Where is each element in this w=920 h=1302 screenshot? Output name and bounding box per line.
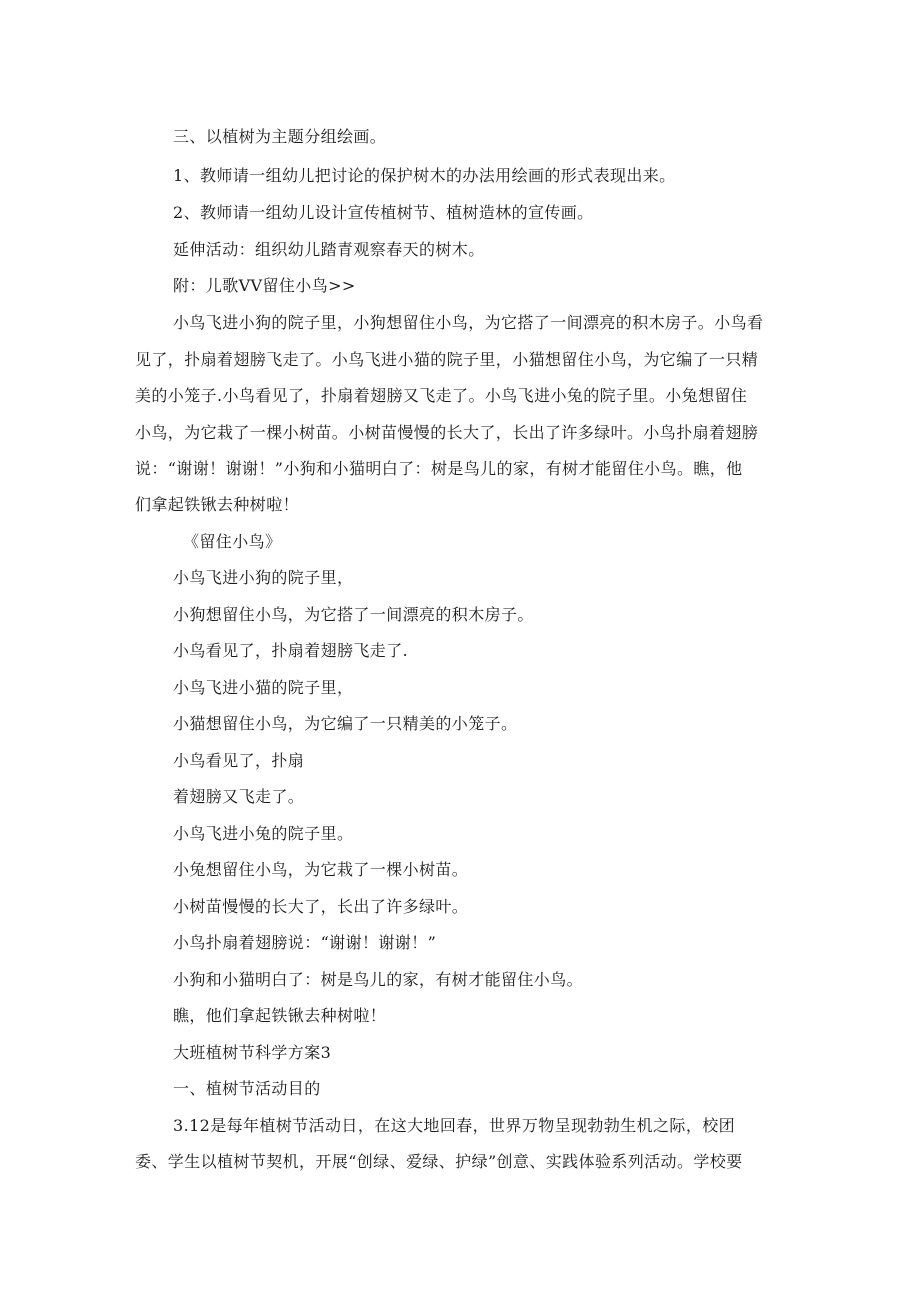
appendix-label: 附：儿歌VV留住小鸟>> xyxy=(173,276,356,295)
story-line: 见了，扑扇着翅膀飞走了。小鸟飞进小猫的院子里，小猫想留住小鸟，为它编了一只精 xyxy=(135,350,759,369)
plan3-body-line: 3.12是每年植树节活动日，在这大地回春，世界万物呈现勃勃生机之际，校团 xyxy=(173,1116,736,1135)
poem-line: 小鸟看见了，扑扇 xyxy=(173,751,305,770)
poem-line: 小鸟飞进小兔的院子里。 xyxy=(173,824,354,843)
poem-line: 小鸟飞进小狗的院子里， xyxy=(173,568,354,587)
poem-line: 小鸟飞进小猫的院子里， xyxy=(173,678,354,697)
plan3-section-heading: 一、植树节活动目的 xyxy=(173,1079,321,1098)
poem-line: 小鸟扑扇着翅膀说：“谢谢！谢谢！” xyxy=(173,933,437,952)
poem-line: 着翅膀又飞走了。 xyxy=(173,787,305,806)
story-line: 美的小笼子.小鸟看见了，扑扇着翅膀又飞走了。小鸟飞进小兔的院子里。小兔想留住 xyxy=(135,386,748,405)
activity-item-1: 1、教师请一组幼儿把讨论的保护树木的办法用绘画的形式表现出来。 xyxy=(173,166,676,185)
poem-line: 小狗想留住小鸟，为它搭了一间漂亮的积木房子。 xyxy=(173,605,534,624)
poem-line: 小兔想留住小鸟，为它栽了一棵小树苗。 xyxy=(173,860,469,879)
extension-activity: 延伸活动：组织幼儿踏青观察春天的树木。 xyxy=(173,240,485,259)
poem-title: 《留住小鸟》 xyxy=(183,532,282,551)
poem-line: 瞧，他们拿起铁锹去种树啦！ xyxy=(173,1006,387,1025)
plan3-title: 大班植树节科学方案3 xyxy=(173,1043,332,1062)
story-line: 小鸟飞进小狗的院子里，小狗想留住小鸟，为它搭了一间漂亮的积木房子。小鸟看 xyxy=(173,313,764,332)
plan3-body-line: 委、学生以植树节契机，开展“创绿、爱绿、护绿”创意、实践体验系列活动。学校要 xyxy=(135,1152,743,1171)
story-line: 们拿起铁锹去种树啦！ xyxy=(135,495,300,514)
section3-heading: 三、以植树为主题分组绘画。 xyxy=(173,127,387,146)
activity-item-2: 2、教师请一组幼儿设计宣传植树节、植树造林的宣传画。 xyxy=(173,203,594,222)
poem-line: 小鸟看见了，扑扇着翅膀飞走了. xyxy=(173,641,409,660)
poem-line: 小树苗慢慢的长大了，长出了许多绿叶。 xyxy=(173,897,469,916)
poem-line: 小猫想留住小鸟，为它编了一只精美的小笼子。 xyxy=(173,714,518,733)
poem-line: 小狗和小猫明白了：树是鸟儿的家，有树才能留住小鸟。 xyxy=(173,970,584,989)
story-line: 小鸟，为它栽了一棵小树苗。小树苗慢慢的长大了，长出了许多绿叶。小鸟扑扇着翅膀 xyxy=(135,423,759,442)
story-line: 说：“谢谢！谢谢！”小狗和小猫明白了：树是鸟儿的家，有树才能留住小鸟。瞧，他 xyxy=(135,459,743,478)
